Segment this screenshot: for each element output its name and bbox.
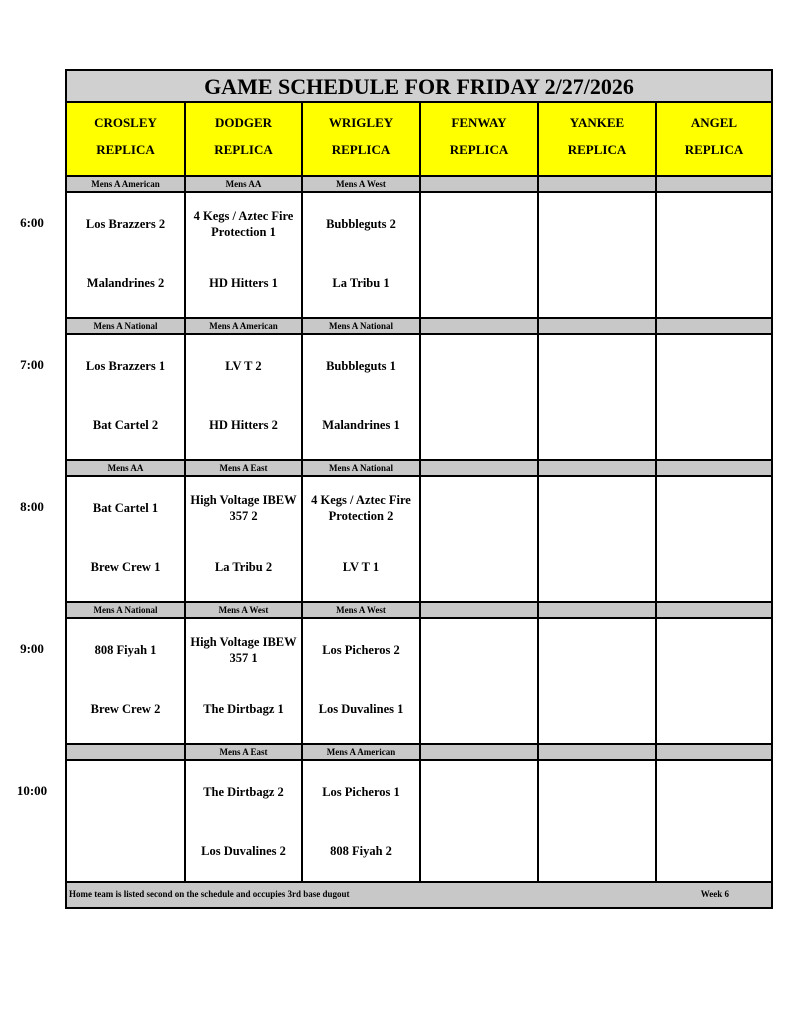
home-team: [423, 841, 535, 861]
game-cell: [655, 761, 771, 885]
division-label: [655, 319, 771, 333]
game-cell: [537, 619, 655, 743]
home-team: [541, 557, 653, 577]
away-team-name: Bubbleguts 2: [326, 217, 396, 231]
away-team: [305, 775, 417, 809]
home-team: [423, 415, 535, 435]
week-label: Week 6: [700, 889, 729, 899]
home-team: [69, 557, 182, 577]
game-cell: [184, 193, 301, 317]
game-cell: [537, 477, 655, 601]
time-label: 6:00: [20, 215, 44, 230]
away-team: [541, 207, 653, 241]
division-label: Mens A American: [91, 179, 160, 189]
game-cell: [301, 335, 419, 459]
game-cell: [184, 335, 301, 459]
home-team-name: Malandrines 1: [322, 418, 400, 432]
game-cell: [419, 477, 537, 601]
field-type: REPLICA: [567, 142, 627, 157]
away-team: [541, 775, 653, 809]
away-team: [188, 775, 299, 809]
game-cell: [301, 619, 419, 743]
away-team: [541, 349, 653, 383]
away-team-name: Los Picheros 1: [322, 785, 400, 799]
away-team: [69, 633, 182, 667]
division-label: [419, 603, 537, 617]
away-team: [305, 207, 417, 241]
home-team: [69, 415, 182, 435]
away-team: [69, 207, 182, 241]
home-team: [305, 415, 417, 435]
home-team: [188, 841, 299, 861]
home-team-name: HD Hitters 1: [209, 276, 278, 290]
division-label: [67, 745, 184, 759]
field-header-wrigley: [301, 103, 419, 175]
home-team: [423, 699, 535, 719]
division-label: [419, 319, 537, 333]
away-team: [305, 491, 417, 525]
away-team: [188, 633, 299, 667]
division-label: [537, 461, 655, 475]
away-team: [659, 491, 769, 525]
division-label: [655, 177, 771, 191]
game-row: [67, 619, 771, 743]
field-type: REPLICA: [449, 142, 509, 157]
home-team: [305, 699, 417, 719]
time-label: 9:00: [20, 641, 44, 656]
division-label: Mens A East: [184, 745, 301, 759]
away-team: [659, 349, 769, 383]
home-team-name: 808 Fiyah 2: [330, 844, 392, 858]
division-label: [419, 461, 537, 475]
game-cell: [67, 193, 184, 317]
game-cell: [655, 619, 771, 743]
division-label: [419, 177, 537, 191]
away-team: [659, 775, 769, 809]
away-team: [305, 633, 417, 667]
division-label: [655, 745, 771, 759]
home-team-name: HD Hitters 2: [209, 418, 278, 432]
away-team: [423, 207, 535, 241]
home-team: [188, 699, 299, 719]
division-label: Mens A National: [301, 461, 419, 475]
game-cell: [537, 193, 655, 317]
game-cell: [184, 761, 301, 885]
away-team-name: 4 Kegs / Aztec Fire Protection 1: [193, 209, 294, 239]
game-cell: [537, 335, 655, 459]
game-cell: [301, 761, 419, 885]
game-cell: [301, 193, 419, 317]
home-team-name: Brew Crew 1: [90, 560, 161, 574]
division-label: Mens A West: [301, 177, 419, 191]
division-row: [67, 601, 771, 619]
away-team: [541, 491, 653, 525]
field-type: REPLICA: [331, 142, 391, 157]
field-name: YANKEE: [569, 115, 625, 130]
home-team: [423, 557, 535, 577]
home-team: [188, 273, 299, 293]
game-cell: [419, 193, 537, 317]
home-team: [659, 273, 769, 293]
division-label: [537, 177, 655, 191]
field-type: REPLICA: [684, 142, 744, 157]
home-team: [541, 841, 653, 861]
field-name: DODGER: [214, 115, 273, 130]
game-cell: [301, 477, 419, 601]
away-team-name: Bat Cartel 1: [92, 501, 159, 515]
away-team-name: 4 Kegs / Aztec Fire Protection 2: [311, 493, 411, 523]
game-cell: [419, 335, 537, 459]
away-team-name: LV T 2: [225, 359, 262, 373]
field-name: ANGEL: [690, 115, 738, 130]
game-cell: [655, 335, 771, 459]
away-team: [659, 207, 769, 241]
division-row: [67, 175, 771, 193]
time-label: 10:00: [16, 783, 48, 798]
home-team: [69, 273, 182, 293]
home-team-name: Los Duvalines 1: [318, 702, 404, 716]
schedule-footer: [67, 881, 771, 907]
field-header-angel: [655, 103, 771, 175]
away-team-name: High Voltage IBEW 357 1: [190, 635, 297, 665]
home-team: [541, 699, 653, 719]
away-team-name: 808 Fiyah 1: [94, 643, 157, 657]
home-team: [69, 699, 182, 719]
division-label: [655, 603, 771, 617]
away-team: [541, 633, 653, 667]
game-row: [67, 477, 771, 601]
division-label: [419, 745, 537, 759]
game-cell: [67, 761, 184, 885]
division-label: Mens A National: [93, 605, 158, 615]
game-row: [67, 335, 771, 459]
schedule-sheet: [65, 69, 773, 909]
time-label: 7:00: [20, 357, 44, 372]
home-team: [305, 273, 417, 293]
away-team-name: Los Picheros 2: [322, 643, 400, 657]
away-team: [305, 349, 417, 383]
away-team: [69, 775, 182, 809]
division-label: Mens A West: [301, 603, 419, 617]
division-label: Mens AA: [107, 463, 144, 473]
away-team-name: Los Brazzers 2: [85, 217, 166, 231]
home-team-name: La Tribu 1: [332, 276, 390, 290]
schedule-title: GAME SCHEDULE FOR FRIDAY 2/27/2026: [67, 71, 771, 103]
away-team: [69, 491, 182, 525]
away-team-name: The Dirtbagz 2: [203, 785, 284, 799]
field-header-dodger: [184, 103, 301, 175]
division-row: [67, 317, 771, 335]
home-team-name: The Dirtbagz 1: [203, 702, 284, 716]
game-cell: [184, 477, 301, 601]
home-team: [541, 415, 653, 435]
field-header-yankee: [537, 103, 655, 175]
time-label: 8:00: [20, 499, 44, 514]
game-row: [67, 761, 771, 885]
home-team: [659, 557, 769, 577]
field-type: REPLICA: [214, 142, 273, 157]
division-label: Mens AA: [184, 177, 301, 191]
home-team: [188, 415, 299, 435]
away-team: [423, 633, 535, 667]
away-team: [423, 491, 535, 525]
home-team: [423, 273, 535, 293]
away-team: [188, 491, 299, 525]
home-team: [659, 699, 769, 719]
division-label: Mens A American: [184, 319, 301, 333]
home-team-name: Los Duvalines 2: [201, 844, 286, 858]
home-team-note: Home team is listed second on the schedule and occupies 3rd base dugout: [69, 889, 350, 899]
home-team: [541, 273, 653, 293]
game-cell: [184, 619, 301, 743]
division-label: Mens A National: [93, 321, 158, 331]
home-team: [659, 841, 769, 861]
game-cell: [655, 477, 771, 601]
home-team: [69, 841, 182, 861]
division-row: [67, 459, 771, 477]
division-label: [655, 461, 771, 475]
field-name: CROSLEY: [94, 115, 157, 130]
home-team: [659, 415, 769, 435]
away-team: [423, 349, 535, 383]
home-team: [188, 557, 299, 577]
field-name: WRIGLEY: [328, 115, 394, 130]
game-cell: [537, 761, 655, 885]
away-team: [188, 207, 299, 241]
away-team-name: Bubbleguts 1: [326, 359, 396, 373]
field-type: REPLICA: [96, 142, 155, 157]
away-team: [423, 775, 535, 809]
away-team: [188, 349, 299, 383]
division-label: Mens A West: [184, 603, 301, 617]
field-header-crosley: [67, 103, 184, 175]
field-header-fenway: [419, 103, 537, 175]
home-team-name: La Tribu 2: [214, 560, 273, 574]
division-label: Mens A American: [301, 745, 419, 759]
division-row: [67, 743, 771, 761]
division-label: [537, 745, 655, 759]
division-label: [537, 603, 655, 617]
game-cell: [419, 761, 537, 885]
division-label: Mens A National: [301, 319, 419, 333]
game-row: [67, 193, 771, 317]
away-team: [659, 633, 769, 667]
game-cell: [655, 193, 771, 317]
away-team-name: Los Brazzers 1: [85, 359, 166, 373]
home-team-name: LV T 1: [342, 560, 380, 574]
game-cell: [67, 335, 184, 459]
home-team-name: Brew Crew 2: [90, 702, 161, 716]
field-name: FENWAY: [451, 115, 507, 130]
home-team: [305, 557, 417, 577]
time-column: [0, 0, 64, 1024]
game-cell: [67, 619, 184, 743]
game-cell: [419, 619, 537, 743]
division-label: Mens A East: [184, 461, 301, 475]
home-team: [305, 841, 417, 861]
home-team-name: Malandrines 2: [86, 276, 165, 290]
game-cell: [67, 477, 184, 601]
home-team-name: Bat Cartel 2: [92, 418, 159, 432]
away-team: [69, 349, 182, 383]
away-team-name: High Voltage IBEW 357 2: [190, 493, 297, 523]
division-label: [537, 319, 655, 333]
